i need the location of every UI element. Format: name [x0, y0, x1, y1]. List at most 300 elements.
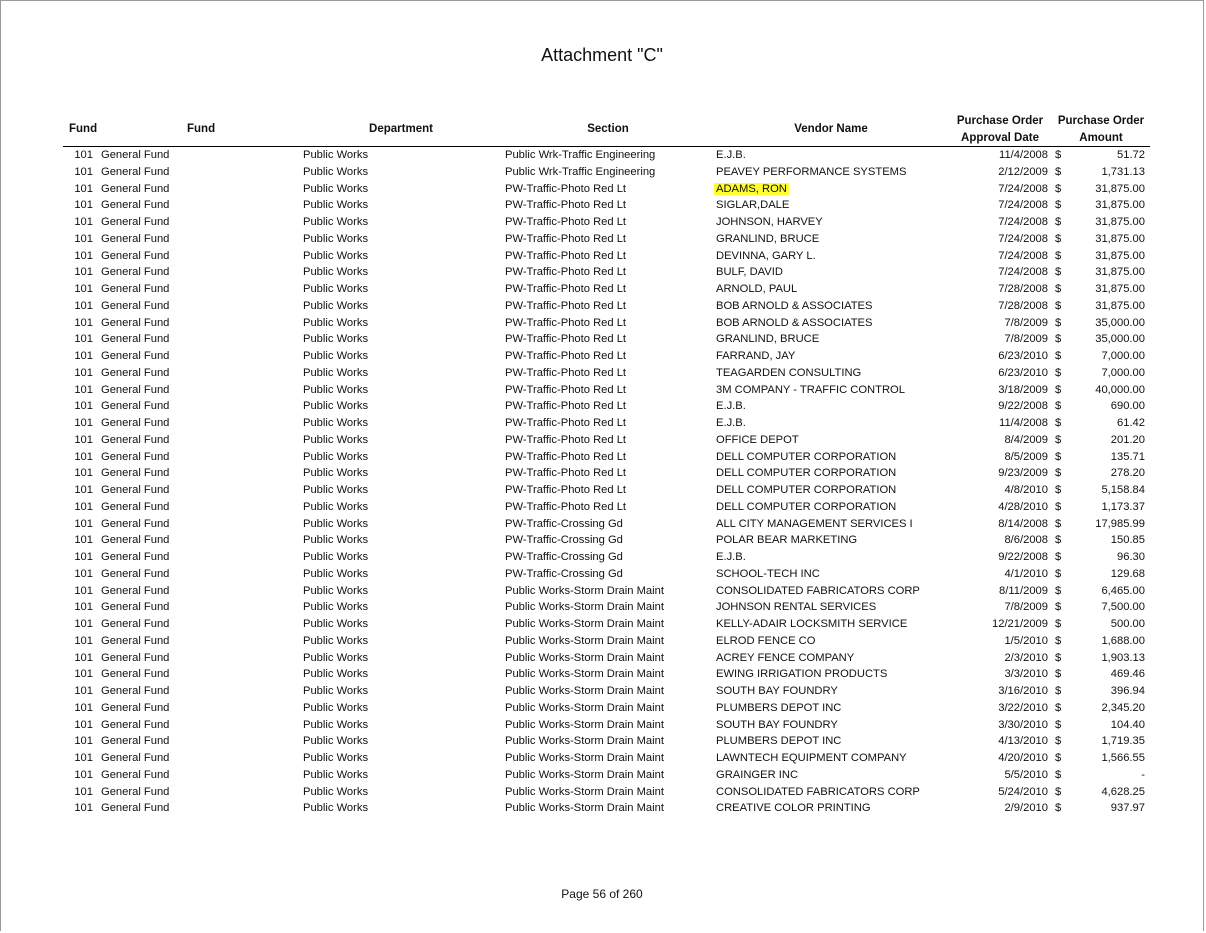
approval-date-cell: 12/21/2009 [992, 618, 1048, 630]
currency-symbol-cell: $ [1055, 249, 1062, 262]
fund-number-cell: 101 [74, 584, 93, 597]
vendor-name-cell: JOHNSON, HARVEY [716, 216, 823, 228]
approval-date-cell: 7/24/2008 [998, 199, 1048, 212]
approval-date-cell: 9/22/2008 [998, 551, 1048, 563]
fund-number-cell: 101 [74, 551, 93, 563]
vendor-name-cell: BOB ARNOLD & ASSOCIATES [716, 299, 873, 312]
section-cell: PW-Traffic-Photo Red Lt [505, 484, 627, 496]
department-cell: Public Works [303, 768, 369, 781]
table-row [1, 532, 1205, 549]
department-cell: Public Works [303, 701, 369, 714]
amount-cell: 17,985.99 [1095, 517, 1145, 530]
currency-symbol-cell: $ [1055, 467, 1062, 480]
table-row [1, 181, 1205, 198]
table-row [1, 666, 1205, 683]
amount-cell: 51.72 [1117, 149, 1145, 161]
fund-name-cell: General Fund [101, 685, 170, 697]
section-cell: Public Wrk-Traffic Engineering [505, 149, 656, 161]
section-cell: PW-Traffic-Photo Red Lt [505, 316, 627, 329]
amount-cell: 1,566.55 [1101, 752, 1145, 764]
section-cell: PW-Traffic-Photo Red Lt [505, 182, 627, 195]
table-row [1, 231, 1205, 248]
section-cell: PW-Traffic-Photo Red Lt [505, 433, 627, 446]
fund-name-cell: General Fund [101, 567, 170, 580]
currency-symbol-cell: $ [1055, 182, 1062, 195]
currency-symbol-cell: $ [1055, 266, 1062, 279]
amount-cell: 31,875.00 [1095, 283, 1145, 295]
section-cell: PW-Traffic-Photo Red Lt [505, 366, 627, 379]
fund-number-cell: 101 [74, 417, 93, 429]
vendor-name-cell: E.J.B. [716, 551, 746, 563]
header-fund-number: Fund [69, 123, 98, 135]
fund-number-cell: 101 [74, 601, 93, 614]
department-cell: Public Works [303, 500, 369, 513]
fund-number-cell: 101 [74, 802, 93, 815]
vendor-name-cell: DELL COMPUTER CORPORATION [716, 467, 897, 480]
amount-cell: 40,000.00 [1095, 383, 1145, 396]
page-title: Attachment "C" [541, 45, 663, 65]
approval-date-cell: 7/8/2009 [1004, 333, 1048, 346]
amount-cell: 7,500.00 [1101, 601, 1145, 614]
currency-symbol-cell: $ [1055, 551, 1062, 563]
fund-number-cell: 101 [74, 165, 93, 178]
vendor-name-cell: BOB ARNOLD & ASSOCIATES [716, 316, 873, 329]
amount-cell: 31,875.00 [1095, 182, 1145, 195]
currency-symbol-cell: $ [1055, 149, 1062, 161]
fund-number-cell: 101 [74, 752, 93, 764]
vendor-name-cell: SOUTH BAY FOUNDRY [716, 685, 838, 697]
vendor-name-cell: E.J.B. [716, 149, 746, 161]
approval-date-cell: 7/28/2008 [998, 283, 1048, 295]
section-cell: PW-Traffic-Crossing Gd [505, 551, 623, 563]
approval-date-cell: 2/12/2009 [998, 165, 1048, 178]
currency-symbol-cell: $ [1055, 534, 1062, 547]
department-cell: Public Works [303, 685, 369, 697]
amount-cell: 1,688.00 [1101, 634, 1145, 647]
table-row [1, 599, 1205, 616]
currency-symbol-cell: $ [1055, 634, 1062, 647]
department-cell: Public Works [303, 350, 369, 362]
vendor-name-cell: EWING IRRIGATION PRODUCTS [716, 668, 888, 681]
approval-date-cell: 8/6/2008 [1004, 534, 1048, 547]
section-cell: PW-Traffic-Photo Red Lt [505, 383, 627, 396]
table-row [1, 147, 1205, 164]
vendor-name-cell: PEAVEY PERFORMANCE SYSTEMS [716, 165, 907, 178]
currency-symbol-cell: $ [1055, 366, 1062, 379]
vendor-name-cell: GRAINGER INC [716, 768, 799, 781]
currency-symbol-cell: $ [1055, 350, 1062, 362]
section-cell: Public Wrk-Traffic Engineering [505, 165, 656, 178]
fund-name-cell: General Fund [101, 718, 170, 731]
vendor-name-cell: GRANLIND, BRUCE [716, 333, 820, 346]
fund-name-cell: General Fund [101, 802, 170, 815]
section-cell: Public Works-Storm Drain Maint [505, 785, 664, 798]
amount-cell: 129.68 [1110, 567, 1145, 580]
fund-name-cell: General Fund [101, 467, 170, 480]
department-cell: Public Works [303, 718, 369, 731]
currency-symbol-cell: $ [1055, 567, 1062, 580]
department-cell: Public Works [303, 651, 369, 664]
fund-name-cell: General Fund [101, 601, 170, 614]
fund-name-cell: General Fund [101, 216, 170, 228]
fund-name-cell: General Fund [101, 534, 170, 547]
fund-name-cell: General Fund [101, 249, 170, 262]
department-cell: Public Works [303, 283, 369, 295]
table-row [1, 449, 1205, 466]
fund-name-cell: General Fund [101, 450, 170, 463]
table-row [1, 717, 1205, 734]
approval-date-cell: 7/24/2008 [998, 182, 1048, 195]
department-cell: Public Works [303, 802, 369, 815]
currency-symbol-cell: $ [1055, 433, 1062, 446]
currency-symbol-cell: $ [1055, 718, 1062, 731]
amount-cell: 31,875.00 [1095, 266, 1145, 279]
fund-name-cell: General Fund [101, 584, 170, 597]
department-cell: Public Works [303, 333, 369, 346]
vendor-name-cell: LAWNTECH EQUIPMENT COMPANY [716, 752, 907, 764]
fund-number-cell: 101 [74, 484, 93, 496]
section-cell: PW-Traffic-Photo Red Lt [505, 232, 627, 245]
fund-number-cell: 101 [74, 517, 93, 530]
fund-name-cell: General Fund [101, 701, 170, 714]
department-cell: Public Works [303, 366, 369, 379]
currency-symbol-cell: $ [1055, 517, 1062, 530]
vendor-name-cell: PLUMBERS DEPOT INC [716, 735, 842, 748]
fund-name-cell: General Fund [101, 266, 170, 279]
fund-name-cell: General Fund [101, 350, 170, 362]
section-cell: Public Works-Storm Drain Maint [505, 668, 664, 681]
fund-number-cell: 101 [74, 567, 93, 580]
approval-date-cell: 8/5/2009 [1004, 450, 1048, 463]
section-cell: PW-Traffic-Photo Red Lt [505, 199, 627, 212]
vendor-name-cell: TEAGARDEN CONSULTING [716, 366, 862, 379]
approval-date-cell: 9/23/2009 [998, 467, 1048, 480]
department-cell: Public Works [303, 266, 369, 279]
amount-cell: 469.46 [1110, 668, 1145, 681]
table-row [1, 499, 1205, 516]
fund-name-cell: General Fund [101, 752, 170, 764]
section-cell: PW-Traffic-Photo Red Lt [505, 500, 627, 513]
header-amount-line1: Purchase Order [1057, 115, 1145, 127]
table-row [1, 700, 1205, 717]
amount-cell: 5,158.84 [1101, 484, 1145, 496]
section-cell: PW-Traffic-Photo Red Lt [505, 333, 627, 346]
department-cell: Public Works [303, 417, 369, 429]
department-cell: Public Works [303, 433, 369, 446]
currency-symbol-cell: $ [1055, 768, 1062, 781]
fund-name-cell: General Fund [101, 618, 170, 630]
fund-number-cell: 101 [74, 668, 93, 681]
table-row [1, 784, 1205, 801]
approval-date-cell: 7/24/2008 [998, 266, 1048, 279]
fund-name-cell: General Fund [101, 484, 170, 496]
fund-name-cell: General Fund [101, 182, 170, 195]
highlighted-vendor-name: ADAMS, RON [716, 182, 787, 195]
currency-symbol-cell: $ [1055, 668, 1062, 681]
fund-number-cell: 101 [74, 283, 93, 295]
section-cell: PW-Traffic-Photo Red Lt [505, 283, 627, 295]
table-row [1, 616, 1205, 633]
table-row [1, 733, 1205, 750]
vendor-name-cell: PLUMBERS DEPOT INC [716, 701, 842, 714]
fund-name-cell: General Fund [101, 417, 170, 429]
fund-number-cell: 101 [74, 182, 93, 195]
currency-symbol-cell: $ [1055, 785, 1062, 798]
currency-symbol-cell: $ [1055, 752, 1062, 764]
header-fund-name: Fund [187, 123, 216, 135]
vendor-name-cell: ACREY FENCE COMPANY [716, 651, 855, 664]
vendor-name-cell: DEVINNA, GARY L. [716, 249, 816, 262]
currency-symbol-cell: $ [1055, 199, 1062, 212]
fund-name-cell: General Fund [101, 283, 170, 295]
table-row [1, 398, 1205, 415]
section-cell: Public Works-Storm Drain Maint [505, 634, 664, 647]
amount-cell: 31,875.00 [1095, 299, 1145, 312]
department-cell: Public Works [303, 584, 369, 597]
amount-cell: 1,903.13 [1101, 651, 1145, 664]
amount-cell: 278.20 [1110, 467, 1145, 480]
currency-symbol-cell: $ [1055, 316, 1062, 329]
currency-symbol-cell: $ [1055, 299, 1062, 312]
section-cell: PW-Traffic-Photo Red Lt [505, 400, 627, 413]
approval-date-cell: 1/5/2010 [1004, 634, 1048, 647]
approval-date-cell: 3/16/2010 [998, 685, 1048, 697]
fund-name-cell: General Fund [101, 500, 170, 513]
currency-symbol-cell: $ [1055, 165, 1062, 178]
vendor-name-cell: BULF, DAVID [716, 266, 783, 279]
header-amount [1051, 113, 1151, 147]
header-amount-line2: Amount [1079, 132, 1123, 144]
table-row [1, 214, 1205, 231]
currency-symbol-cell: $ [1055, 484, 1062, 496]
fund-number-cell: 101 [74, 618, 93, 630]
amount-cell: 7,000.00 [1101, 366, 1145, 379]
fund-number-cell: 101 [74, 500, 93, 513]
approval-date-cell: 4/28/2010 [998, 500, 1048, 513]
department-cell: Public Works [303, 216, 369, 228]
table-row [1, 650, 1205, 667]
approval-date-cell: 4/8/2010 [1004, 484, 1048, 496]
currency-symbol-cell: $ [1055, 651, 1062, 664]
currency-symbol-cell: $ [1055, 701, 1062, 714]
fund-number-cell: 101 [74, 534, 93, 547]
fund-number-cell: 101 [74, 701, 93, 714]
fund-number-cell: 101 [74, 735, 93, 748]
section-cell: PW-Traffic-Photo Red Lt [505, 467, 627, 480]
department-cell: Public Works [303, 249, 369, 262]
fund-name-cell: General Fund [101, 232, 170, 245]
department-cell: Public Works [303, 517, 369, 530]
department-cell: Public Works [303, 400, 369, 413]
amount-cell: 104.40 [1110, 718, 1145, 731]
table-row [1, 633, 1205, 650]
section-cell: Public Works-Storm Drain Maint [505, 618, 664, 630]
fund-number-cell: 101 [74, 768, 93, 781]
fund-name-cell: General Fund [101, 149, 170, 161]
amount-cell: 31,875.00 [1095, 232, 1145, 245]
section-cell: PW-Traffic-Photo Red Lt [505, 249, 627, 262]
currency-symbol-cell: $ [1055, 601, 1062, 614]
vendor-name-cell: ARNOLD, PAUL [716, 283, 798, 295]
section-cell: PW-Traffic-Photo Red Lt [505, 350, 627, 362]
table-row [1, 365, 1205, 382]
vendor-name-cell: KELLY-ADAIR LOCKSMITH SERVICE [716, 618, 908, 630]
fund-name-cell: General Fund [101, 299, 170, 312]
table-row [1, 197, 1205, 214]
department-cell: Public Works [303, 149, 369, 161]
fund-number-cell: 101 [74, 383, 93, 396]
amount-cell: 31,875.00 [1095, 199, 1145, 212]
fund-number-cell: 101 [74, 651, 93, 664]
section-cell: Public Works-Storm Drain Maint [505, 752, 664, 764]
department-cell: Public Works [303, 785, 369, 798]
amount-cell: 35,000.00 [1095, 316, 1145, 329]
table-row [1, 683, 1205, 700]
amount-cell: 35,000.00 [1095, 333, 1145, 346]
approval-date-cell: 4/1/2010 [1004, 567, 1048, 580]
vendor-name-cell: SOUTH BAY FOUNDRY [716, 718, 838, 731]
currency-symbol-cell: $ [1055, 333, 1062, 346]
fund-number-cell: 101 [74, 333, 93, 346]
page-number: Page 56 of 260 [561, 887, 643, 901]
vendor-name-cell: CONSOLIDATED FABRICATORS CORP [716, 785, 920, 798]
vendor-name-cell: CREATIVE COLOR PRINTING [716, 802, 871, 815]
section-cell: Public Works-Storm Drain Maint [505, 601, 664, 614]
table-body [1, 147, 1205, 817]
amount-cell: 690.00 [1110, 400, 1145, 413]
table-row [1, 281, 1205, 298]
department-cell: Public Works [303, 484, 369, 496]
header-approval-date-line1: Purchase Order [956, 115, 1044, 127]
amount-cell: 1,731.13 [1101, 165, 1145, 178]
department-cell: Public Works [303, 551, 369, 563]
fund-name-cell: General Fund [101, 735, 170, 748]
approval-date-cell: 3/22/2010 [998, 701, 1048, 714]
approval-date-cell: 7/24/2008 [998, 232, 1048, 245]
amount-cell: 135.71 [1110, 450, 1145, 463]
amount-cell: 6,465.00 [1101, 584, 1145, 597]
fund-number-cell: 101 [74, 266, 93, 279]
department-cell: Public Works [303, 534, 369, 547]
fund-name-cell: General Fund [101, 517, 170, 530]
vendor-name-cell: DELL COMPUTER CORPORATION [716, 450, 897, 463]
section-cell: Public Works-Storm Drain Maint [505, 735, 664, 748]
currency-symbol-cell: $ [1055, 216, 1062, 228]
currency-symbol-cell: $ [1055, 618, 1062, 630]
currency-symbol-cell: $ [1055, 283, 1062, 295]
fund-number-cell: 101 [74, 718, 93, 731]
amount-cell: 1,173.37 [1101, 500, 1145, 513]
department-cell: Public Works [303, 383, 369, 396]
vendor-name-cell: SIGLAR,DALE [716, 199, 790, 212]
approval-date-cell: 7/24/2008 [998, 216, 1048, 228]
fund-name-cell: General Fund [101, 651, 170, 664]
fund-name-cell: General Fund [101, 383, 170, 396]
fund-name-cell: General Fund [101, 165, 170, 178]
approval-date-cell: 3/3/2010 [1004, 668, 1048, 681]
amount-cell: 937.97 [1110, 802, 1145, 815]
table-row [1, 516, 1205, 533]
vendor-name-cell: POLAR BEAR MARKETING [716, 534, 858, 547]
table-row [1, 264, 1205, 281]
approval-date-cell: 6/23/2010 [998, 366, 1048, 379]
vendor-name-cell: CONSOLIDATED FABRICATORS CORP [716, 584, 920, 597]
amount-cell: 96.30 [1117, 551, 1145, 563]
department-cell: Public Works [303, 467, 369, 480]
table-row [1, 382, 1205, 399]
approval-date-cell: 3/18/2009 [998, 383, 1048, 396]
fund-number-cell: 101 [74, 350, 93, 362]
section-cell: PW-Traffic-Photo Red Lt [505, 216, 627, 228]
fund-name-cell: General Fund [101, 768, 170, 781]
vendor-name-cell: DELL COMPUTER CORPORATION [716, 484, 897, 496]
approval-date-cell: 7/28/2008 [998, 299, 1048, 312]
amount-cell: 500.00 [1110, 618, 1145, 630]
section-cell: Public Works-Storm Drain Maint [505, 701, 664, 714]
table-row [1, 566, 1205, 583]
vendor-name-cell [716, 181, 789, 198]
approval-date-cell: 4/20/2010 [998, 752, 1048, 764]
vendor-name-cell: GRANLIND, BRUCE [716, 232, 820, 245]
vendor-name-cell: 3M COMPANY - TRAFFIC CONTROL [716, 383, 905, 396]
fund-number-cell: 101 [74, 433, 93, 446]
table-row [1, 432, 1205, 449]
amount-cell: - [1141, 768, 1145, 781]
fund-name-cell: General Fund [101, 199, 170, 212]
table-row [1, 800, 1205, 817]
amount-cell: 1,719.35 [1101, 735, 1145, 748]
department-cell: Public Works [303, 618, 369, 630]
department-cell: Public Works [303, 450, 369, 463]
department-cell: Public Works [303, 232, 369, 245]
approval-date-cell: 8/11/2009 [999, 584, 1048, 597]
currency-symbol-cell: $ [1055, 232, 1062, 245]
vendor-name-cell: JOHNSON RENTAL SERVICES [716, 601, 877, 614]
section-cell: PW-Traffic-Photo Red Lt [505, 450, 627, 463]
approval-date-cell: 2/3/2010 [1004, 651, 1048, 664]
approval-date-cell: 7/8/2009 [1004, 601, 1048, 614]
approval-date-cell: 5/5/2010 [1004, 768, 1048, 781]
fund-number-cell: 101 [74, 450, 93, 463]
fund-name-cell: General Fund [101, 785, 170, 798]
fund-name-cell: General Fund [101, 366, 170, 379]
department-cell: Public Works [303, 182, 369, 195]
header-section: Section [587, 123, 629, 135]
amount-cell: 61.42 [1117, 417, 1145, 429]
fund-number-cell: 101 [74, 232, 93, 245]
vendor-name-cell: ALL CITY MANAGEMENT SERVICES I [716, 517, 913, 530]
approval-date-cell: 5/24/2010 [998, 785, 1048, 798]
currency-symbol-cell: $ [1055, 685, 1062, 697]
currency-symbol-cell: $ [1055, 383, 1062, 396]
department-cell: Public Works [303, 165, 369, 178]
fund-name-cell: General Fund [101, 400, 170, 413]
department-cell: Public Works [303, 735, 369, 748]
vendor-name-cell: E.J.B. [716, 400, 746, 413]
currency-symbol-cell: $ [1055, 735, 1062, 748]
table-row [1, 248, 1205, 265]
amount-cell: 2,345.20 [1101, 701, 1145, 714]
approval-date-cell: 8/14/2008 [998, 517, 1048, 530]
section-cell: Public Works-Storm Drain Maint [505, 685, 664, 697]
approval-date-cell: 6/23/2010 [998, 350, 1048, 362]
approval-date-cell: 3/30/2010 [998, 718, 1048, 731]
currency-symbol-cell: $ [1055, 450, 1062, 463]
fund-number-cell: 101 [74, 316, 93, 329]
amount-cell: 4,628.25 [1101, 785, 1145, 798]
department-cell: Public Works [303, 567, 369, 580]
table-row [1, 767, 1205, 784]
